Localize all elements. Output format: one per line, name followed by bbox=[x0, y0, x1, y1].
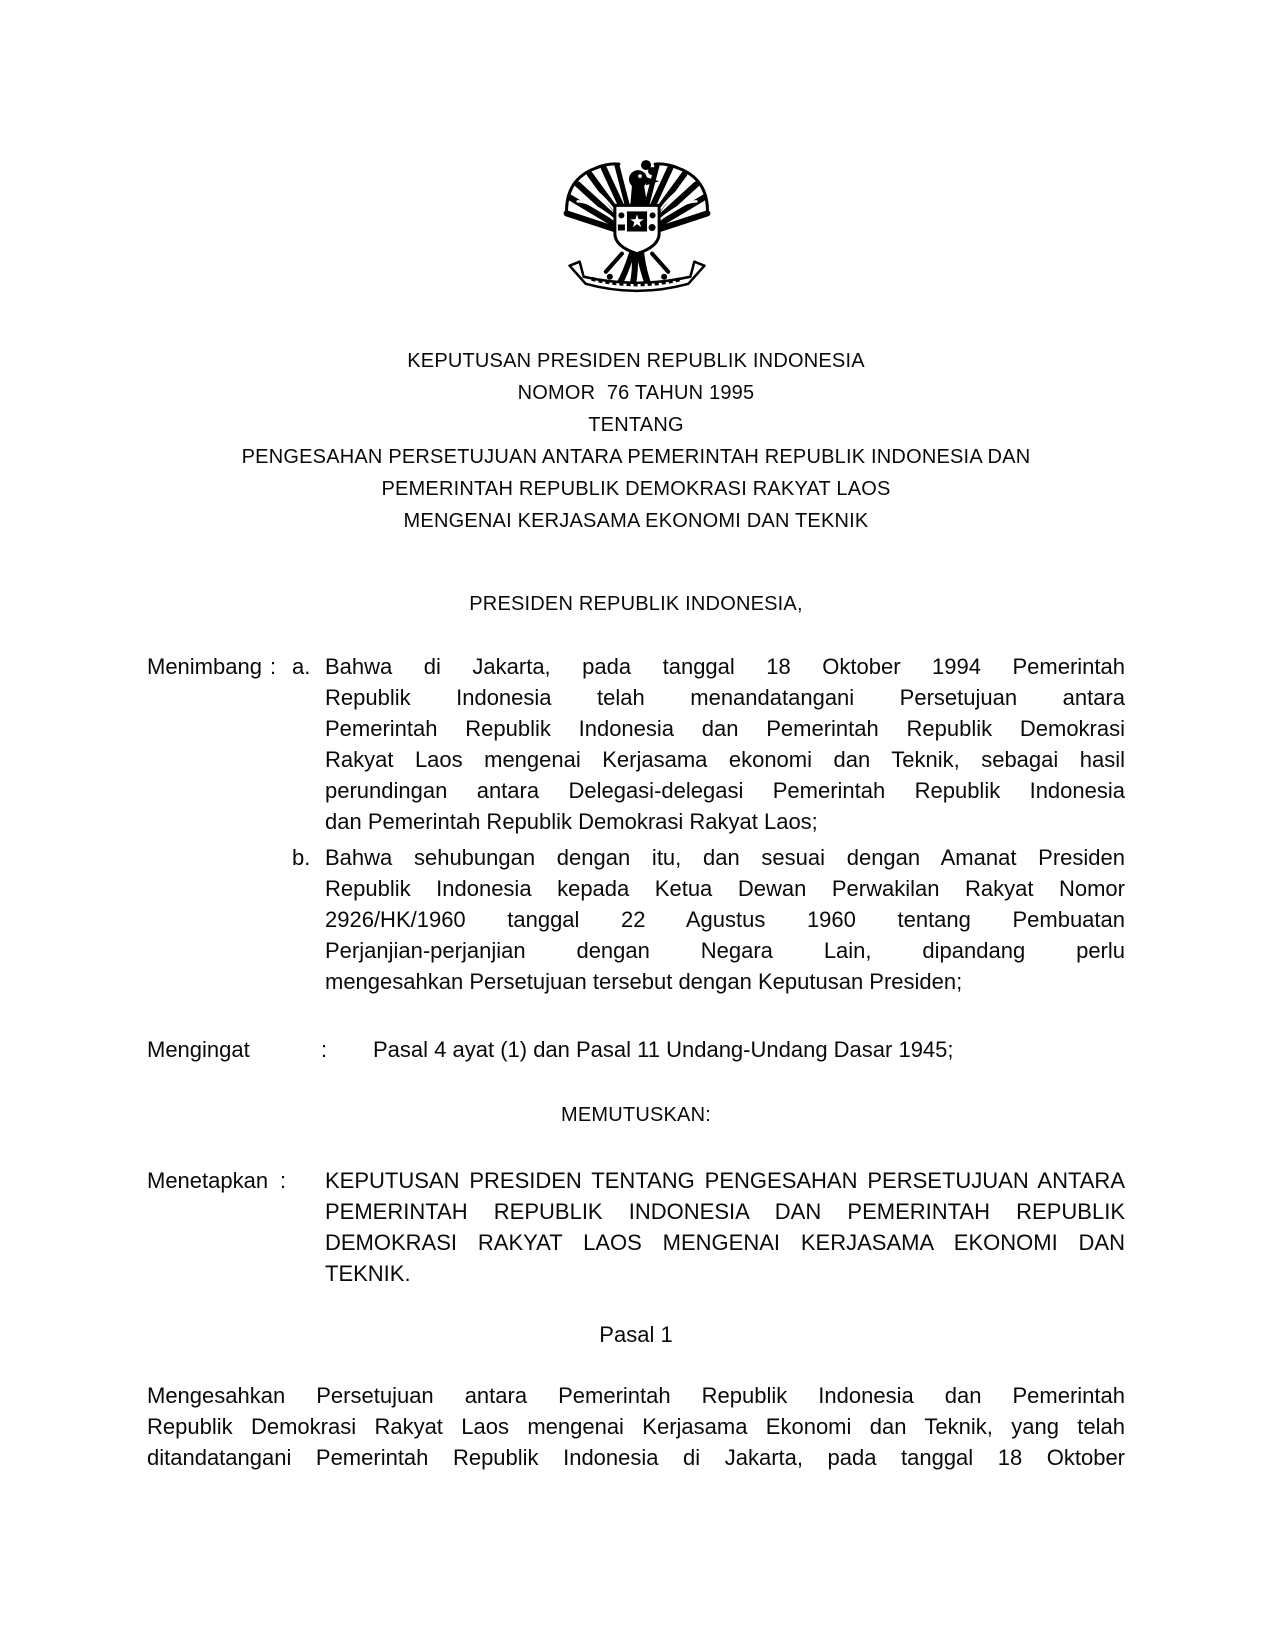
decree-number-line: NOMOR 76 TAHUN 1995 bbox=[517, 382, 755, 404]
paragraph-line: Rakyat Laos mengenai Kerjasama ekonomi dan Teknik, sebagai hasil bbox=[325, 747, 1125, 772]
decree-tentang-line: TENTANG bbox=[588, 414, 684, 436]
paragraph-line: Republik Indonesia kepada Ketua Dewan Perwakilan Rakyat Nomor bbox=[325, 876, 1125, 901]
item-a-text bbox=[325, 651, 1125, 837]
decree-title bbox=[147, 345, 1125, 537]
paragraph-line: Republik Demokrasi Rakyat Laos mengenai Kerjasama Ekonomi dan Teknik, yang telah bbox=[147, 1414, 1125, 1439]
menimbang-item-b bbox=[147, 842, 1125, 997]
item-b-marker: b. bbox=[292, 845, 311, 870]
menimbang-label: Menimbang bbox=[147, 654, 262, 679]
pasal-1-paragraph bbox=[147, 1380, 1125, 1473]
paragraph-line: dan Pemerintah Republik Demokrasi Rakyat Laos; bbox=[325, 809, 818, 834]
paragraph-line: Pemerintah Republik Indonesia dan Pemerintah Republik Demokrasi bbox=[325, 716, 1125, 741]
paragraph-line: KEPUTUSAN PRESIDEN TENTANG PENGESAHAN PERSETUJUAN ANTARA bbox=[325, 1168, 1125, 1193]
paragraph-line: TEKNIK. bbox=[325, 1261, 411, 1286]
mengingat-colon: : bbox=[321, 1037, 328, 1062]
paragraph-line: 2926/HK/1960 tanggal 22 Agustus 1960 tentang Pembuatan bbox=[325, 907, 1125, 932]
paragraph-line: mengesahkan Persetujuan tersebut dengan Keputusan Presiden; bbox=[325, 969, 963, 994]
paragraph-line: Bahwa sehubungan dengan itu, dan sesuai dengan Amanat Presiden bbox=[325, 845, 1125, 870]
menetapkan-colon: : bbox=[280, 1168, 287, 1193]
item-a-marker: a. bbox=[292, 654, 311, 679]
paragraph-line: ditandatangani Pemerintah Republik Indonesia di Jakarta, pada tanggal 18 Oktober bbox=[147, 1445, 1125, 1470]
decree-subject-line: MENGENAI KERJASAMA EKONOMI DAN TEKNIK bbox=[403, 510, 869, 532]
paragraph-line: Mengesahkan Persetujuan antara Pemerintah Republik Indonesia dan Pemerintah bbox=[147, 1383, 1125, 1408]
menimbang-item-a bbox=[147, 651, 1125, 837]
mengingat-text: Pasal 4 ayat (1) dan Pasal 11 Undang-Undang Dasar 1945; bbox=[373, 1037, 954, 1062]
salutation-line: PRESIDEN REPUBLIK INDONESIA, bbox=[469, 593, 803, 615]
memutuskan-heading: MEMUTUSKAN: bbox=[561, 1104, 711, 1126]
menetapkan-label: Menetapkan bbox=[147, 1168, 269, 1193]
mengingat-label: Mengingat bbox=[147, 1037, 250, 1062]
menetapkan-section bbox=[147, 1165, 1125, 1289]
garuda-pancasila-emblem bbox=[561, 149, 713, 312]
menimbang-colon: : bbox=[270, 654, 277, 679]
decree-title-line: KEPUTUSAN PRESIDEN REPUBLIK INDONESIA bbox=[407, 350, 865, 372]
menimbang-section bbox=[147, 651, 1125, 997]
pasal-1-heading: Pasal 1 bbox=[599, 1322, 673, 1347]
item-b-text bbox=[325, 842, 1125, 997]
paragraph-line: perundingan antara Delegasi-delegasi Pemerintah Republik Indonesia bbox=[325, 778, 1125, 803]
decree-subject-line: PEMERINTAH REPUBLIK DEMOKRASI RAKYAT LAOS bbox=[381, 478, 891, 500]
paragraph-line: DEMOKRASI RAKYAT LAOS MENGENAI KERJASAMA EKONOMI DAN bbox=[325, 1230, 1125, 1255]
menetapkan-text bbox=[147, 1165, 1125, 1289]
decree-subject-line: PENGESAHAN PERSETUJUAN ANTARA PEMERINTAH REPUBLIK INDONESIA DAN bbox=[241, 446, 1031, 468]
paragraph-line: Republik Indonesia telah menandatangani Persetujuan antara bbox=[325, 685, 1125, 710]
paragraph-line: Bahwa di Jakarta, pada tanggal 18 Oktober 1994 Pemerintah bbox=[325, 654, 1125, 679]
paragraph-line: PEMERINTAH REPUBLIK INDONESIA DAN PEMERINTAH REPUBLIK bbox=[325, 1199, 1125, 1224]
paragraph-line: Perjanjian-perjanjian dengan Negara Lain, dipandang perlu bbox=[325, 938, 1125, 963]
